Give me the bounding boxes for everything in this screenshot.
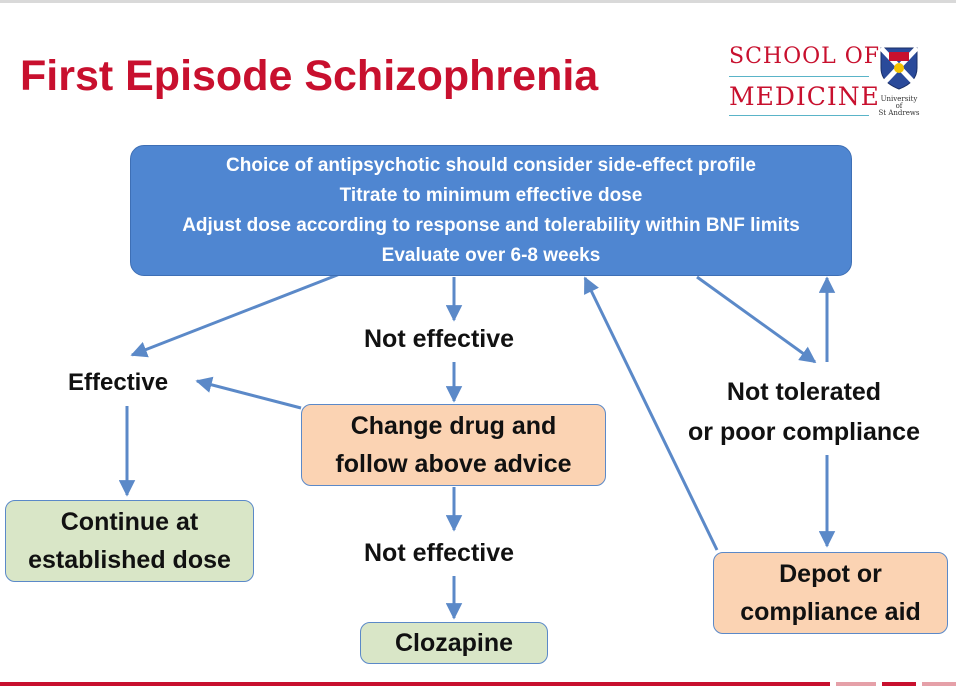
depot-line: Depot or [779, 560, 882, 588]
not-tolerated-label [688, 372, 920, 452]
effective-label: Effective [68, 369, 169, 396]
crest-caption-line: University [880, 95, 918, 103]
guidance-line: Titrate to minimum effective dose [339, 184, 643, 206]
continue-line: established dose [28, 546, 231, 574]
depot-box [713, 552, 948, 634]
not-effective-label-1: Not effective [364, 325, 515, 353]
logo-medicine: MEDICINE [729, 82, 880, 111]
guidance-line: Choice of antipsychotic should consider side-effect profile [226, 154, 756, 176]
footer-bar [0, 682, 830, 686]
depot-line: compliance aid [740, 598, 921, 626]
change-drug-line: follow above advice [335, 450, 572, 478]
guidance-box [130, 145, 852, 276]
change-drug-box [301, 404, 606, 486]
arrow-top-to-effective [132, 272, 345, 355]
guidance-line: Adjust dose according to response and tolerability within BNF limits [182, 214, 800, 236]
logo-school-of: SCHOOL OF [729, 44, 881, 69]
continue-line: Continue at [60, 508, 199, 536]
clozapine-box: Clozapine [360, 622, 548, 664]
not-tolerated-line: Not tolerated [726, 378, 882, 406]
crest-caption-line: of [895, 102, 903, 110]
crest-caption-line: St Andrews [878, 109, 920, 117]
footer-segment [882, 682, 916, 686]
change-drug-line: Change drug and [350, 412, 557, 440]
footer-segment [836, 682, 876, 686]
footer-segment [922, 682, 956, 686]
arrow-change-to-effective [197, 381, 301, 408]
guidance-line: Evaluate over 6-8 weeks [381, 244, 601, 266]
slide-title: First Episode Schizophrenia [20, 52, 599, 100]
not-tolerated-line: or poor compliance [688, 418, 920, 446]
arrow-top-to-not-tolerated [697, 277, 815, 362]
continue-dose-box [5, 500, 254, 582]
not-effective-label-2: Not effective [364, 539, 515, 567]
